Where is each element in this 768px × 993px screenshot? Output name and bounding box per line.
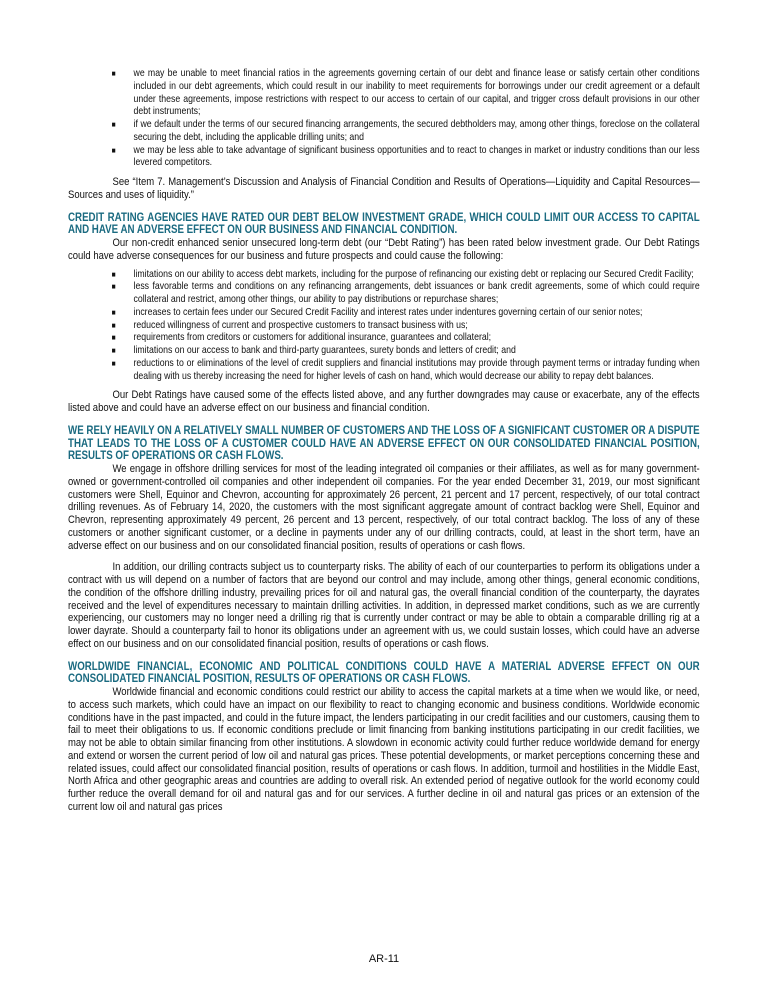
paragraph: Our Debt Ratings have caused some of the effects listed above, and any further downgrades may cause or exacerbate, any of the effects listed above and could have an adverse effect on our business and financial condition. [68,389,700,414]
bullet-icon: ■ [111,346,116,355]
credit-rating-list [68,269,700,384]
list-item: ■ increases to certain fees under our Secured Credit Facility and interest rates under indentures governing certain of our senior notes; [111,306,643,318]
list-item: ■ reduced willingness of current and prospective customers to transact business with us; [111,319,468,331]
section-heading: WE RELY HEAVILY ON A RELATIVELY SMALL NUMBER OF CUSTOMERS AND THE LOSS OF A SIGNIFICANT CUSTOMER OR A DISPUTE THAT LEADS TO THE LOSS OF A CUSTOMER COULD HAVE AN ADVERSE EFFECT ON OUR CONSOLIDATED FINANCIAL POSITION, RESULTS OF OPERATIONS OR CASH FLOWS. [68,423,700,463]
bullet-icon: ■ [111,282,116,292]
debt-consequences-list [68,68,700,170]
bullet-icon: ■ [111,69,116,78]
list-item: ■ we may be unable to meet financial ratios in the agreements governing certain of our debt and finance lease or satisfy certain other conditions included in our debt agreements, which could result in our inability to meet requirements for borrowings under our credit agreement or a default under these agreements, impose restrictions with respect to our access to certain of our capital, and trigger cross default provisions in our other debt instruments; [111,68,700,118]
paragraph: We engage in offshore drilling services for most of the leading integrated oil companies or their affiliates, as well as for many government-owned or government-controlled oil companies and other independent oil companies. For the year ended December 31, 2019, our most significant customers were Shell, Equinor and Chevron, accounting for approximately 26 percent, 21 percent and 17 percent, respectively, of our total contract drilling revenues. As of February 14, 2020, the customers with the most significant aggregate amount of contract backlog were Shell, Equinor and Chevron, representing approximately 49 percent, 26 percent and 13 percent, respectively, of our total contract backlog. The loss of any of these customers or another significant customer, or a decline in payments under any of our drilling contracts, could, at least in the short term, have an adverse effect on our business and on our consolidated financial position, results of operations or cash flows. [68,463,700,552]
bullet-icon: ■ [111,269,116,279]
bullet-icon: ■ [111,333,116,343]
paragraph: See “Item 7. Management’s Discussion and Analysis of Financial Condition and Results of Operations—Liquidity and Capital Resources—Sources and uses of liquidity.” [68,176,700,201]
bullet-icon: ■ [111,120,116,129]
list-item: ■ less favorable terms and conditions on any refinancing arrangements, debt issuances or bank credit agreements, some of which could require collateral and restrict, among other things, our ability to pay distributions or repurchase shares; [111,281,700,305]
section-heading: WORLDWIDE FINANCIAL, ECONOMIC AND POLITICAL CONDITIONS COULD HAVE A MATERIAL ADVERSE EFFECT ON OUR CONSOLIDATED FINANCIAL POSITION, RESULTS OF OPERATIONS OR CASH FLOWS. [68,659,700,686]
list-item: ■ requirements from creditors or customers for additional insurance, guarantees and collateral; [111,332,492,344]
paragraph: Worldwide financial and economic conditions could restrict our ability to access the capital markets at a time when we would like, or need, to access such markets, which could have an impact on our flexibility to react to changing economic and business conditions. Worldwide economic conditions have in the past impacted, and could in the future impact, the lenders participating in our credit facilities and our customers, causing them to fail to meet their obligations to us. If economic conditions preclude or limit financing from banking institutions participating in our credit facilities, we may not be able to obtain similar financing from other institutions. A slowdown in economic activity could further reduce worldwide demand for energy and extend or worsen the current period of low oil and natural gas prices. These potential developments, or market perceptions concerning these and related issues, could affect our consolidated financial position, results of operations or cash flows. In addition, turmoil and hostilities in the Middle East, North Africa and other geographic areas and countries are adding to overall risk. An extended period of negative outlook for the world economy could further reduce the overall demand for oil and natural gas and for our services. A further decline in oil and natural gas prices or an extension of the current low oil and natural gas prices [68,686,700,813]
paragraph: Our non-credit enhanced senior unsecured long-term debt (our “Debt Rating”) has been rated below investment grade. Our Debt Ratings could have adverse consequences for our business and future prospects and could cause the following: [68,237,700,262]
list-item: ■ we may be less able to take advantage of significant business opportunities and to react to changes in market or industry conditions than our less levered competitors. [111,144,700,169]
list-item: ■ limitations on our access to bank and third-party guarantees, surety bonds and letters of credit; and [111,345,516,356]
paragraph: In addition, our drilling contracts subject us to counterparty risks. The ability of each of our counterparties to perform its obligations under a contract with us will depend on a number of factors that are beyond our control and may include, among other things, general economic conditions, the condition of the offshore drilling industry, prevailing prices for oil and natural gas, the overall financial condition of the counterparty, the dayrates received and the level of expenditures necessary to maintain drilling activities. In addition, in depressed market conditions, such as we are currently experiencing, our customers may no longer need a drilling rig that is currently under contract or may be able to obtain a comparable drilling rig at a lower dayrate. Should a counterparty fail to honor its obligations under an agreement with us, we could sustain losses, which could have an adverse effect on our business and on our consolidated financial position, results of operations or cash flows. [68,561,700,650]
bullet-icon: ■ [111,307,116,317]
bullet-icon: ■ [111,145,116,155]
page-number: AR-11 [368,953,400,965]
list-item: ■ limitations on our ability to access debt markets, including for the purpose of refinancing our existing debt or replacing our Secured Credit Facility; [111,268,694,280]
list-item: ■ if we default under the terms of our secured financing arrangements, the secured debtholders may, among other things, foreclose on the collateral securing the debt, including the applicable drilling units; and [111,119,700,143]
document-page [68,68,700,814]
bullet-icon: ■ [111,358,116,368]
bullet-icon: ■ [111,320,116,330]
section-heading: CREDIT RATING AGENCIES HAVE RATED OUR DEBT BELOW INVESTMENT GRADE, WHICH COULD LIMIT OUR ACCESS TO CAPITAL AND HAVE AN ADVERSE EFFECT ON OUR BUSINESS AND FINANCIAL CONDITION. [68,210,700,237]
list-item: ■ reductions to or eliminations of the level of credit suppliers and financial institutions may provide through payment terms or intraday funding when dealing with us thereby increasing the need for higher levels of cash on hand, which would decrease our ability to repay debt balances. [111,357,700,382]
